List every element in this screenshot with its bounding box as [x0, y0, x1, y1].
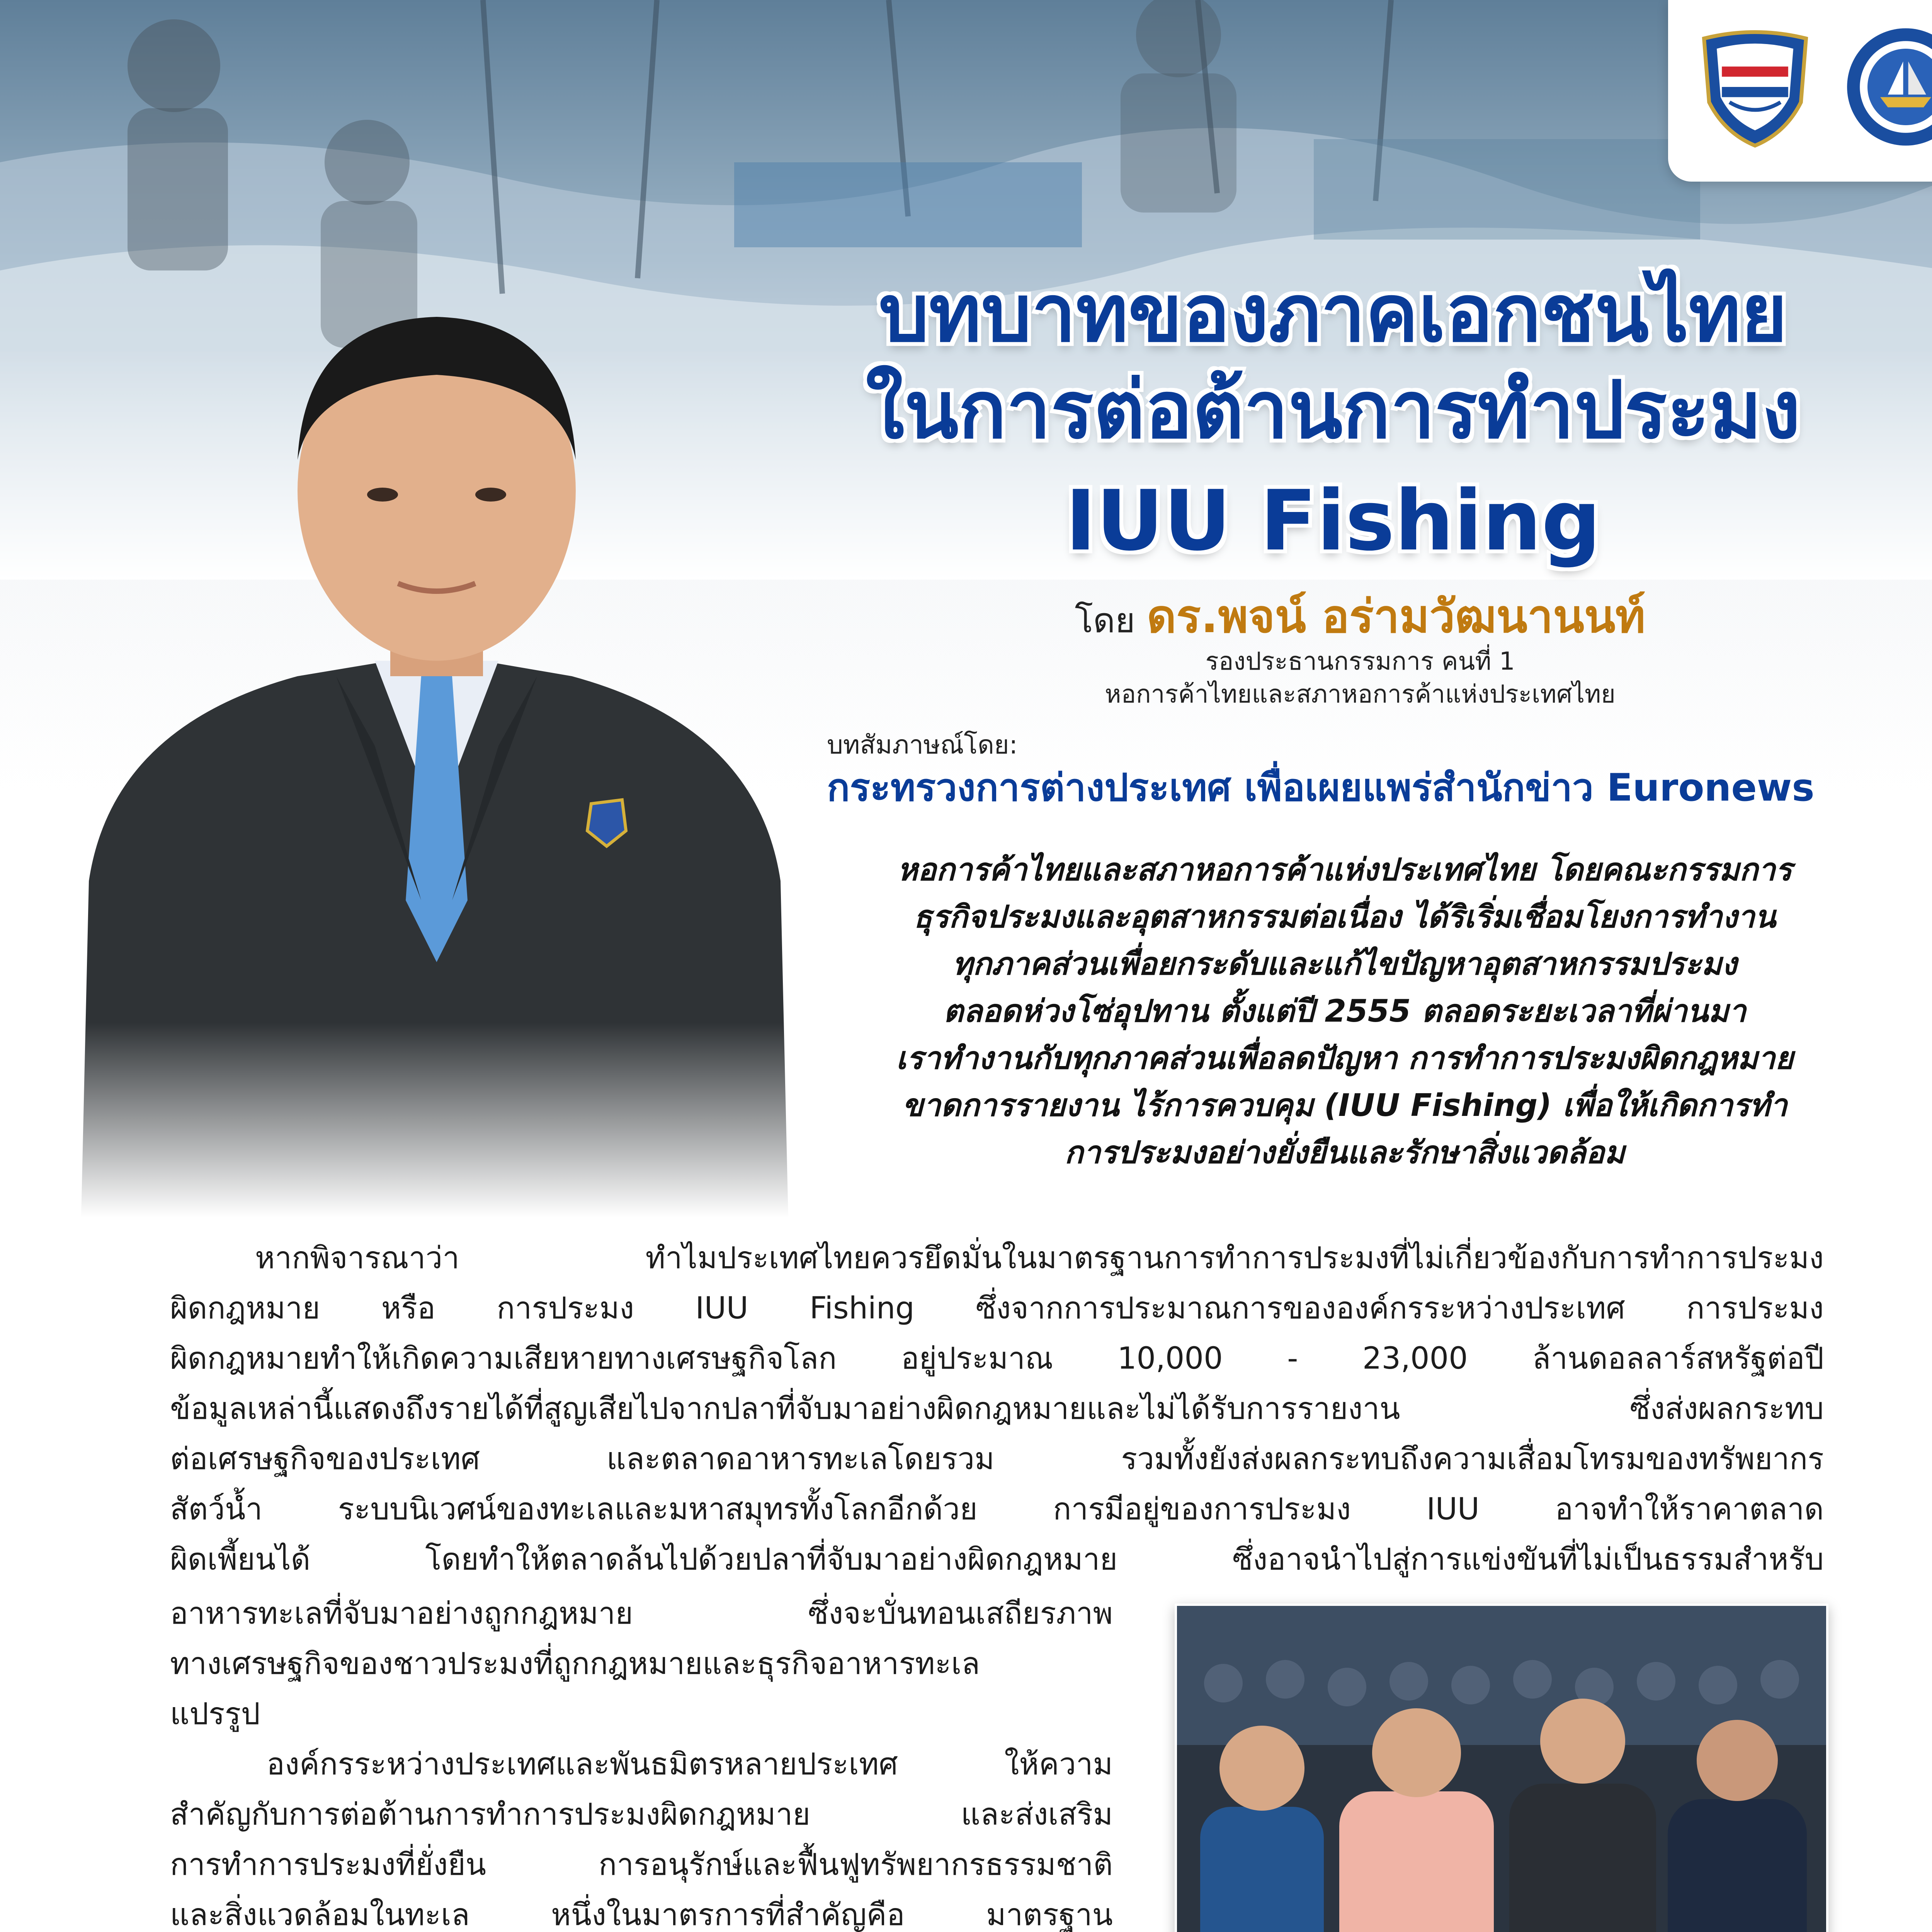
- body-line: ต่อเศรษฐกิจของประเทศ และตลาดอาหารทะเลโดยรวม รวมทั้งยังส่งผลกระทบถึงความเสื่อมโทรมของทรัพยากร: [170, 1442, 1824, 1476]
- portrait-photo: [58, 243, 811, 1217]
- lead-line: ตลอดห่วงโซ่อุปทาน ตั้งแต่ปี 2555 ตลอดระยะเวลาที่ผ่านมา: [943, 993, 1746, 1029]
- body-line: ทางเศรษฐกิจของชาวประมงที่ถูกกฎหมายและธุรกิจอาหารทะเล: [170, 1646, 980, 1681]
- author-role: รองประธานกรรมการ คนที่ 1: [1205, 647, 1515, 676]
- thai-chamber-of-commerce-shield-logo: [1691, 23, 1819, 151]
- body-line: การทำการประมงที่ยั่งยืน การอนุรักษ์และฟื้นฟูทรัพยากรธรรมชาติ: [170, 1847, 1113, 1882]
- title-line-1: บทบาทของภาคเอกชนไทย: [879, 268, 1787, 360]
- title-line-2: ในการต่อต้านการทำประมง: [866, 364, 1801, 456]
- lead-line: เราทำงานกับทุกภาคส่วนเพื่อลดปัญหา การทำการประมงผิดกฎหมาย: [896, 1040, 1794, 1076]
- body-line: ผิดเพี้ยนได้ โดยทำให้ตลาดล้นไปด้วยปลาที่จับมาอย่างผิดกฎหมาย ซึ่งอาจนำไปสู่การแข่งขันที่ไม่เป็นธรรมสำหรับ: [170, 1542, 1824, 1577]
- body-line: ข้อมูลเหล่านี้แสดงถึงรายได้ที่สูญเสียไปจากปลาที่จับมาอย่างผิดกฎหมายและไม่ได้รับการรายงาน ซึ่งส่งผลกระทบ: [170, 1391, 1824, 1426]
- body-line: สัตว์น้ำ ระบบนิเวศน์ของทะเลและมหาสมุทรทั้งโลกอีกด้วย การมีอยู่ของการประมง IUU อาจทำให้ราคาตลาด: [170, 1492, 1824, 1527]
- lead-line: ขาดการรายงาน ไร้การควบคุม (IUU Fishing) เพื่อให้เกิดการทำ: [902, 1087, 1787, 1123]
- author-name: ดร.พจน์ อร่ามวัฒนานนท์: [1146, 590, 1646, 643]
- lead-line: ทุกภาคส่วนเพื่อยกระดับและแก้ไขปัญหาอุตสาหกรรมประมง: [952, 946, 1737, 982]
- interviewer: กระทรวงการต่างประเทศ เพื่อเผยแพร่สำนักข่าว Euronews: [827, 766, 1815, 810]
- lead-line: ธุรกิจประมงและอุตสาหกรรมต่อเนื่อง ได้ริเริ่มเชื่อมโยงการทำงาน: [913, 899, 1776, 935]
- body-line: และสิ่งแวดล้อมในทะเล หนึ่งในมาตรการที่สำคัญคือ มาตรฐาน: [170, 1898, 1113, 1932]
- logo-panel: [1668, 0, 1932, 182]
- body-line: หากพิจารณาว่า ทำไมประเทศไทยควรยึดมั่นในมาตรฐานการทำการประมงที่ไม่เกี่ยวข้องกับการทำการประมง: [255, 1241, 1824, 1276]
- board-of-trade-of-thailand-ship-logo: [1842, 23, 1932, 151]
- body-line: สำคัญกับการต่อต้านการทำการประมงผิดกฎหมาย และส่งเสริม: [170, 1797, 1113, 1832]
- body-line: อาหารทะเลที่จับมาอย่างถูกกฎหมาย ซึ่งจะบั่นทอนเสถียรภาพ: [170, 1596, 1113, 1631]
- lead-paragraph: [796, 846, 1893, 1176]
- meeting-photo: [1175, 1604, 1828, 1932]
- title-line-3: IUU Fishing: [1065, 472, 1601, 569]
- interview-label: บทสัมภาษณ์โดย:: [827, 730, 1018, 760]
- lead-line: การประมงอย่างยั่งยืนและรักษาสิ่งแวดล้อม: [1065, 1134, 1625, 1170]
- body-line: ผิดกฎหมายทำให้เกิดความเสียหายทางเศรษฐกิจโลก อยู่ประมาณ 10,000 - 23,000 ล้านดอลลาร์สหรัฐต่อปี: [170, 1341, 1824, 1376]
- author-organization: หอการค้าไทยและสภาหอการค้าแห่งประเทศไทย: [1105, 680, 1616, 709]
- body-line: แปรรูป: [170, 1697, 260, 1731]
- body-line: องค์กรระหว่างประเทศและพันธมิตรหลายประเทศ ให้ความ: [267, 1747, 1113, 1782]
- body-line: ผิดกฎหมาย หรือ การประมง IUU Fishing ซึ่งจากการประมาณการขององค์กรระหว่างประเทศ การประมง: [170, 1291, 1824, 1326]
- byline-prefix: โดย: [1075, 600, 1135, 640]
- lead-line: หอการค้าไทยและสภาหอการค้าแห่งประเทศไทย โดยคณะกรรมการ: [897, 852, 1792, 888]
